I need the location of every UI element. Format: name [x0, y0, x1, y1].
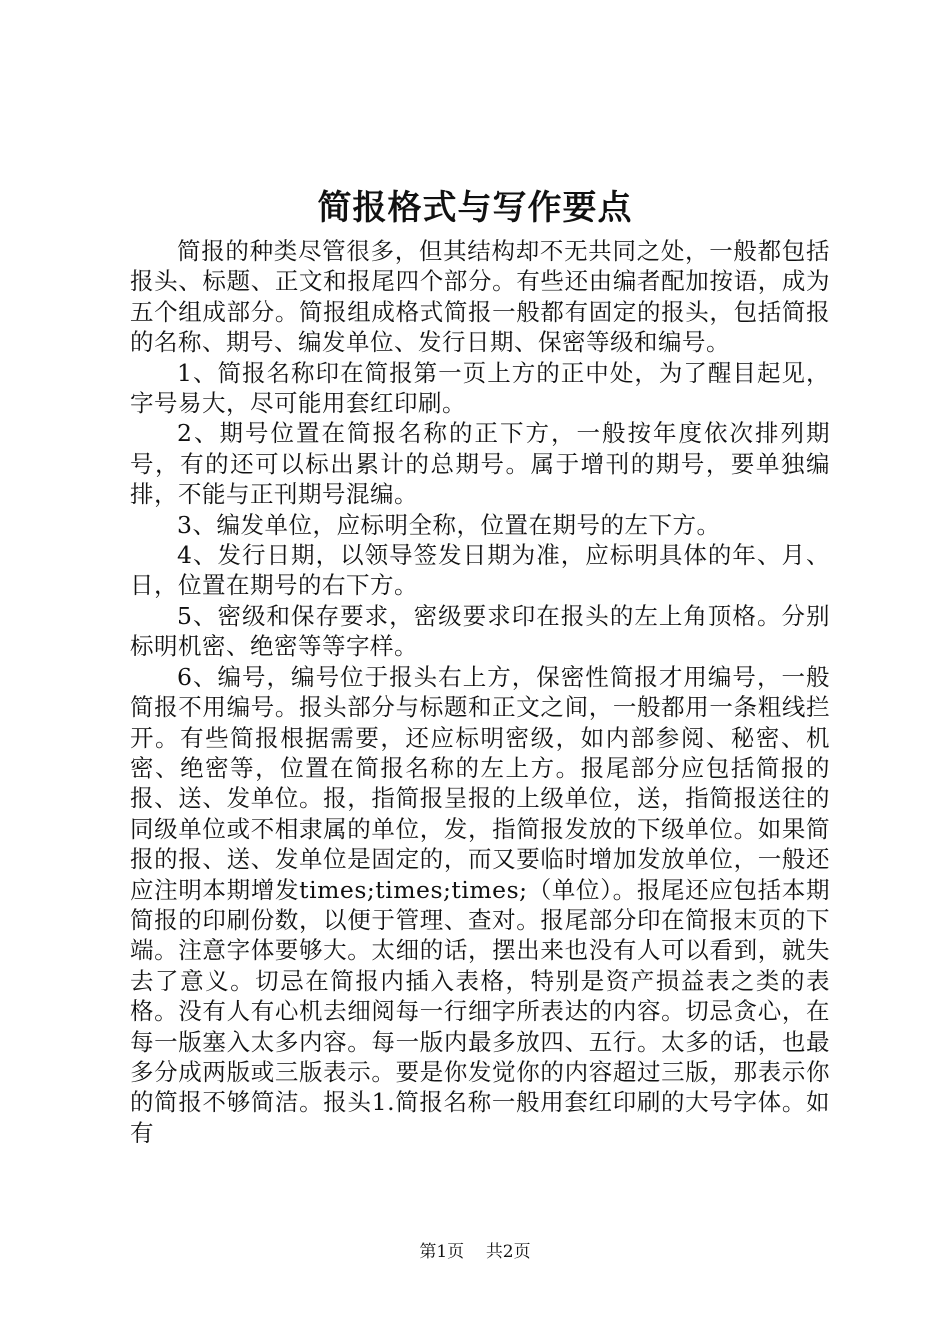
- paragraph: 1、简报名称印在简报第一页上方的正中处，为了醒目起见，字号易大，尽可能用套红印刷。: [130, 358, 830, 418]
- paragraph: 5、密级和保存要求，密级要求印在报头的左上角顶格。分别标明机密、绝密等等字样。: [130, 601, 830, 661]
- page-footer: [0, 1241, 950, 1263]
- paragraph: 4、发行日期，以领导签发日期为准，应标明具体的年、月、日，位置在期号的右下方。: [130, 541, 830, 600]
- paragraph: 2、期号位置在简报名称的正下方，一般按年度依次排列期号，有的还可以标出累计的总期号。属于增刊的期号，要单独编排，不能与正刊期号混编。: [130, 419, 830, 509]
- document-title: 简报格式与写作要点: [317, 188, 633, 228]
- paragraph: 简报的种类尽管很多，但其结构却不无共同之处，一般都包括报头、标题、正文和报尾四个部分。有些还由编者配加按语，成为五个组成部分。简报组成格式简报一般都有固定的报头，包括简报的名称、期号、编发单位、发行日期、保密等级和编号。: [130, 237, 830, 357]
- paragraph: 6、编号，编号位于报头右上方，保密性简报才用编号，一般简报不用编号。报头部分与标题和正文之间，一般都用一条粗线拦开。有些简报根据需要，还应标明密级，如内部参阅、秘密、机密、绝密等，位置在简报名称的左上方。报尾部分应包括简报的报、送、发单位。报，指简报呈报的上级单位，送，指简报送往的同级单位或不相隶属的单位，发，指简报发放的下级单位。如果简报的报、送、发单位是固定的，而又要临时增加发放单位，一般还应注明本期增发times;times;times;（单位）。报尾还应包括本期简报的印刷份数，以便于管理、查对。报尾部分印在简报末页的下端。注意字体要够大。太细的话，摆出来也没有人可以看到，就失去了意义。切忌在简报内插入表格，特别是资产损益表之类的表格。没有人有心机去细阅每一行细字所表达的内容。切忌贪心，在每一版塞入太多内容。每一版内最多放四、五行。太多的话，也最多分成两版或三版表示。要是你发觉你的内容超过三版，那表示你的简报不够简洁。报头1.简报名称一般用套红印刷的大号字体。如有: [130, 662, 830, 1147]
- page-number: 第1页: [419, 1242, 465, 1262]
- page-total: 共2页: [485, 1242, 531, 1262]
- paragraph: 3、编发单位，应标明全称，位置在期号的左下方。: [177, 510, 721, 539]
- document-body: [130, 236, 830, 1148]
